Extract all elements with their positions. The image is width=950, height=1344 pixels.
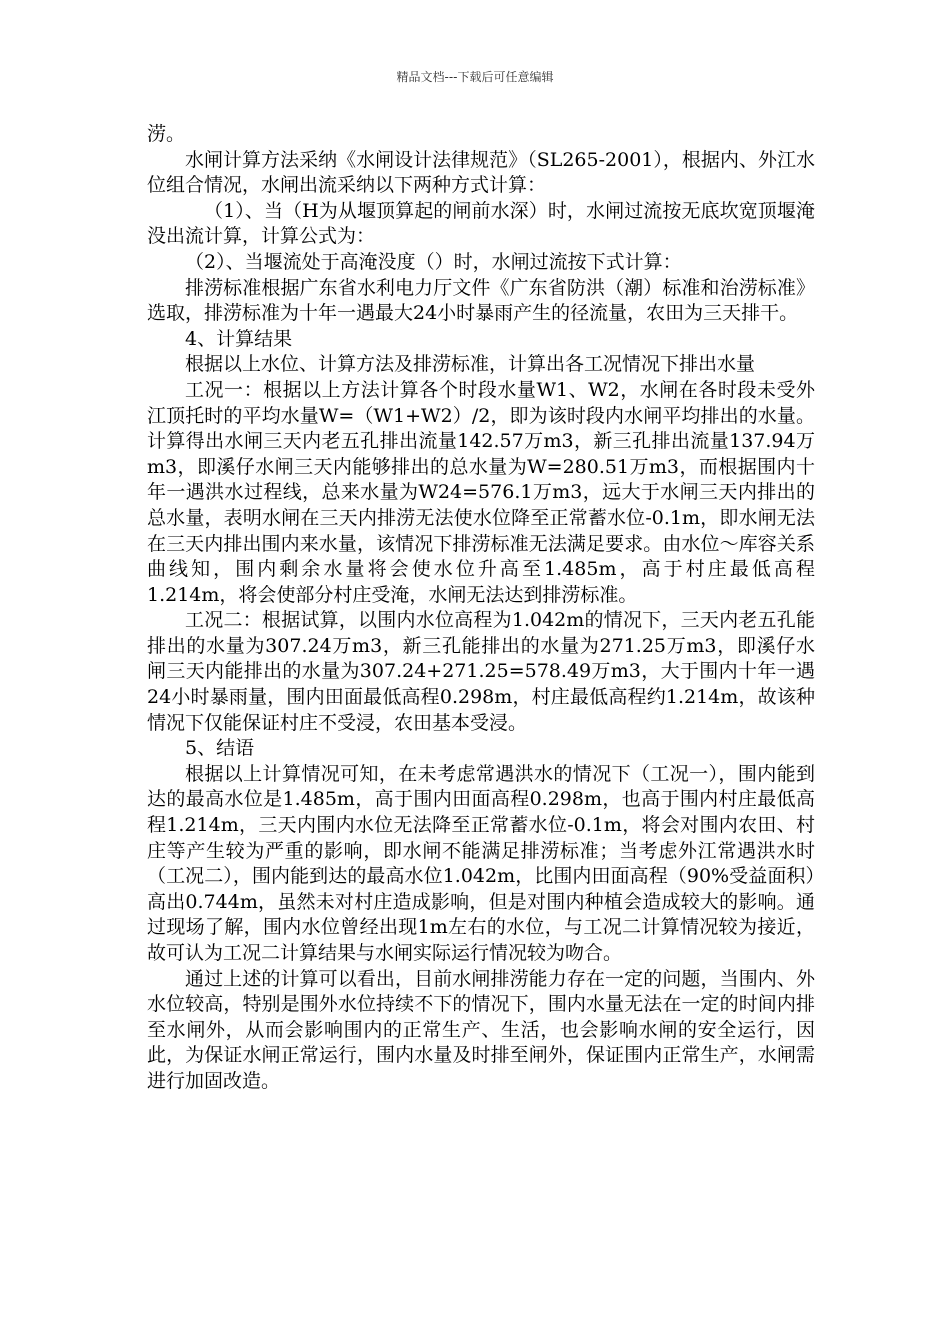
document-body — [147, 122, 815, 1095]
paragraph-condition-2: 工况二：根据试算，以围内水位高程为1.042m的情况下，三天内老五孔能排出的水量为307.24万m3，新三孔能排出的水量为271.25万m3，即溪仔水闸三天内能排出的水量为307.24+271.25=578.49万m3，大于围内十年一遇24小时暴雨量，围内田面最低高程0.298m，村庄最低高程约1.214m，故该种情况下仅能保证村庄不受浸，农田基本受浸。 — [147, 609, 815, 734]
paragraph-case-2: （2）、当堰流处于高淹没度（）时，水闸过流按下式计算： — [185, 250, 682, 273]
section-heading-results: 4、计算结果 — [185, 327, 293, 350]
paragraph-case-1: （1）、当（H为从堰顶算起的闸前水深）时，水闸过流按无底坎宽顶堰淹没出流计算，计算公式为： — [147, 199, 815, 248]
paragraph-calc-method: 水闸计算方法采纳《水闸设计法律规范》（SL265-2001），根据内、外江水位组合情况，水闸出流采纳以下两种方式计算： — [147, 148, 815, 197]
paragraph-drainage-standard: 排涝标准根据广东省水利电力厅文件《广东省防洪（潮）标准和治涝标准》选取，排涝标准为十年一遇最大24小时暴雨产生的径流量，农田为三天排干。 — [147, 276, 815, 325]
paragraph-results-intro: 根据以上水位、计算方法及排涝标准，计算出各工况情况下排出水量 — [185, 353, 756, 376]
paragraph-condition-1: 工况一：根据以上方法计算各个时段水量W1、W2，水闸在各时段未受外江顶托时的平均水量W=（W1+W2）/2，即为该时段内水闸平均排出的水量。计算得出水闸三天内老五孔排出流量142.57万m3，新三孔排出流量137.94万m3，即溪仔水闸三天内能够排出的总水量为W=280.51万m3，而根据围内十年一遇洪水过程线，总来水量为W24=576.1万m3，远大于水闸三天内排出的总水量，表明水闸在三天内排涝无法使水位降至正常蓄水位-0.1m，即水闸无法在三天内排出围内来水量，该情况下排涝标准无法满足要求。由水位～库容关系曲线知，围内剩余水量将会使水位升高至1.485m，高于村庄最低高程1.214m，将会使部分村庄受淹，水闸无法达到排涝标准。 — [147, 378, 815, 606]
section-heading-conclusion: 5、结语 — [185, 737, 255, 760]
paragraph-conclusion: 根据以上计算情况可知，在未考虑常遇洪水的情况下（工况一），围内能到达的最高水位是1.485m，高于围内田面高程0.298m，也高于围内村庄最低高程1.214m，三天内围内水位无法降至正常蓄水位-0.1m，将会对围内农田、村庄等产生较为严重的影响，即水闸不能满足排涝标准；当考虑外江常遇洪水时（工况二），围内能到达的最高水位1.042m，比围内田面高程（90%受益面积）高出0.744m，虽然未对村庄造成影响，但是对围内种植会造成较大的影响。通过现场了解，围内水位曾经出现1m左右的水位，与工况二计算情况较为接近，故可认为工况二计算结果与水闸实际运行情况较为吻合。 — [147, 762, 815, 964]
paragraph-continuation: 涝。 — [147, 123, 186, 145]
page-header: 精品文档---下载后可任意编辑 — [396, 70, 554, 84]
paragraph-final: 通过上述的计算可以看出，目前水闸排涝能力存在一定的问题，当围内、外水位较高，特别是围外水位持续不下的情况下，围内水量无法在一定的时间内排至水闸外，从而会影响围内的正常生产、生活，也会影响水闸的安全运行，因此，为保证水闸正常运行，围内水量及时排至闸外，保证围内正常生产，水闸需进行加固改造。 — [147, 967, 815, 1092]
